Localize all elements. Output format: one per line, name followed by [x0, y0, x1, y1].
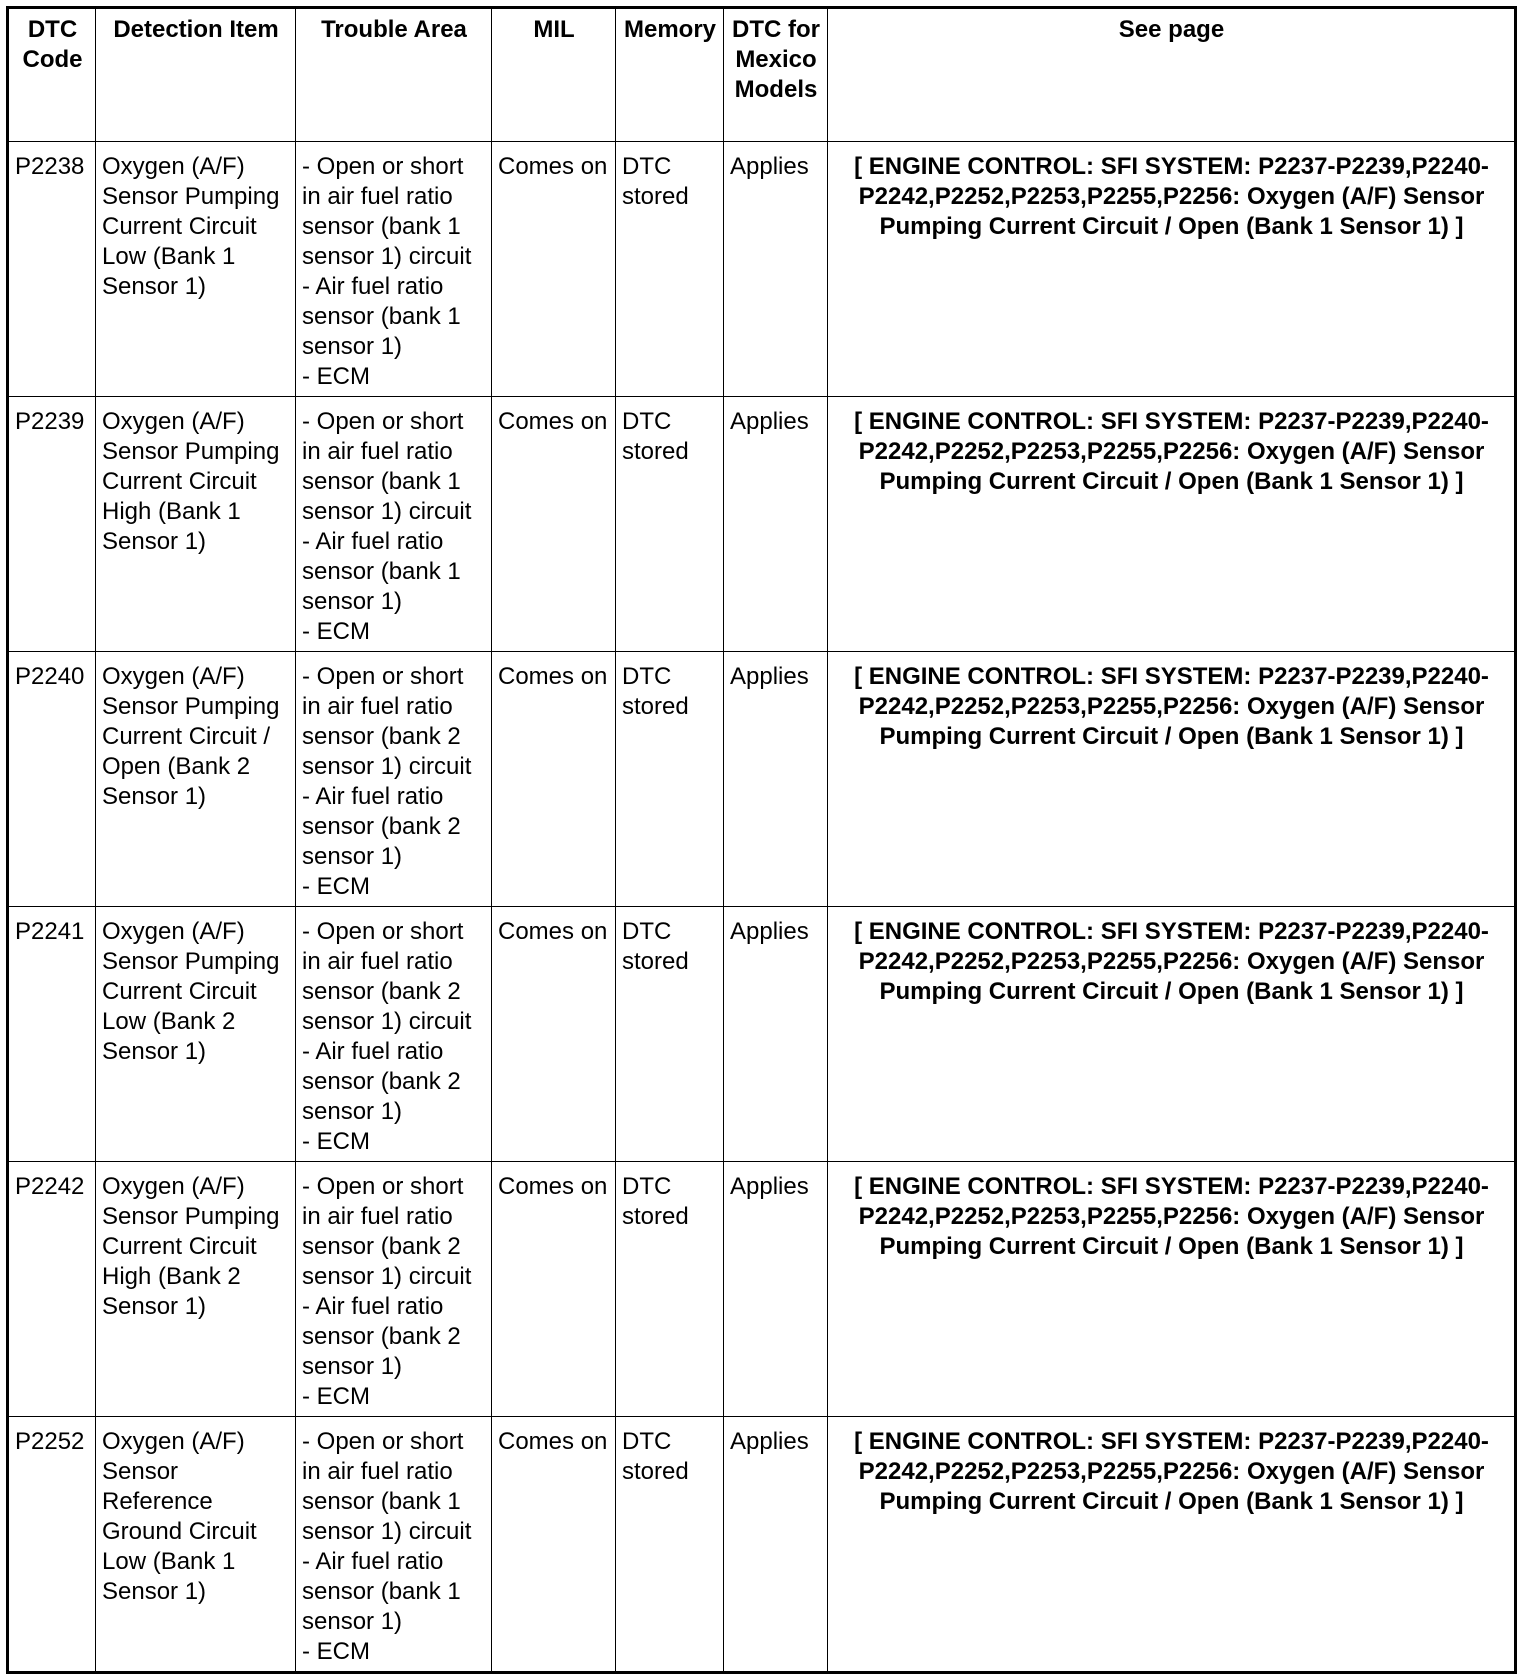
table-row — [8, 142, 1516, 397]
see-page-cell: [ ENGINE CONTROL: SFI SYSTEM: P2237-P2239,P2240-P2242,P2252,P2253,P2255,P2256: Oxygen (A/F) Sensor Pumping Current Circuit / Open (Bank 1 Sensor 1) ] — [828, 1417, 1516, 1673]
trouble-area-line: - Open or short in air fuel ratio sensor (bank 1 sensor 1) circuit — [302, 408, 472, 525]
header-see-page: See page — [828, 8, 1516, 142]
memory-cell: DTC stored — [616, 142, 724, 397]
memory-cell: DTC stored — [616, 397, 724, 652]
trouble-area-line: - Air fuel ratio sensor (bank 1 sensor 1) — [302, 1548, 461, 1635]
see-page-cell: [ ENGINE CONTROL: SFI SYSTEM: P2237-P2239,P2240-P2242,P2252,P2253,P2255,P2256: Oxygen (A/F) Sensor Pumping Current Circuit / Open (Bank 1 Sensor 1) ] — [828, 1162, 1516, 1417]
header-detection-item: Detection Item — [96, 8, 296, 142]
trouble-area-line: - Open or short in air fuel ratio sensor (bank 1 sensor 1) circuit — [302, 153, 472, 270]
trouble-area-line: - Air fuel ratio sensor (bank 1 sensor 1) — [302, 528, 461, 615]
mil-cell: Comes on — [492, 142, 616, 397]
memory-cell: DTC stored — [616, 652, 724, 907]
table-row — [8, 1162, 1516, 1417]
detection-item-cell: Oxygen (A/F) Sensor Pumping Current Circuit Low (Bank 2 Sensor 1) — [96, 907, 296, 1162]
detection-item-cell: Oxygen (A/F) Sensor Pumping Current Circuit High (Bank 2 Sensor 1) — [96, 1162, 296, 1417]
detection-item-cell: Oxygen (A/F) Sensor Reference Ground Circuit Low (Bank 1 Sensor 1) — [96, 1417, 296, 1673]
mexico-models-cell: Applies — [724, 1417, 828, 1673]
trouble-area-line: - Open or short in air fuel ratio sensor (bank 2 sensor 1) circuit — [302, 663, 472, 780]
trouble-area-line: - Open or short in air fuel ratio sensor (bank 1 sensor 1) circuit — [302, 1428, 472, 1545]
see-page-cell: [ ENGINE CONTROL: SFI SYSTEM: P2237-P2239,P2240-P2242,P2252,P2253,P2255,P2256: Oxygen (A/F) Sensor Pumping Current Circuit / Open (Bank 1 Sensor 1) ] — [828, 142, 1516, 397]
trouble-area-line: - Air fuel ratio sensor (bank 1 sensor 1) — [302, 273, 461, 360]
trouble-area-cell — [296, 142, 492, 397]
mexico-models-cell: Applies — [724, 652, 828, 907]
header-mil: MIL — [492, 8, 616, 142]
mil-cell: Comes on — [492, 907, 616, 1162]
trouble-area-line: - ECM — [302, 873, 370, 900]
header-memory: Memory — [616, 8, 724, 142]
table-row — [8, 1417, 1516, 1673]
dtc-code-cell: P2241 — [8, 907, 96, 1162]
mexico-models-cell: Applies — [724, 1162, 828, 1417]
trouble-area-line: - ECM — [302, 363, 370, 390]
trouble-area-line: - ECM — [302, 1383, 370, 1410]
trouble-area-cell — [296, 1162, 492, 1417]
detection-item-cell: Oxygen (A/F) Sensor Pumping Current Circuit / Open (Bank 2 Sensor 1) — [96, 652, 296, 907]
trouble-area-line: - ECM — [302, 1638, 370, 1665]
dtc-code-cell: P2252 — [8, 1417, 96, 1673]
dtc-code-cell: P2239 — [8, 397, 96, 652]
dtc-code-cell: P2238 — [8, 142, 96, 397]
dtc-code-cell: P2242 — [8, 1162, 96, 1417]
header-trouble-area: Trouble Area — [296, 8, 492, 142]
mil-cell: Comes on — [492, 397, 616, 652]
trouble-area-cell — [296, 652, 492, 907]
trouble-area-line: - Air fuel ratio sensor (bank 2 sensor 1) — [302, 1038, 461, 1125]
mexico-models-cell: Applies — [724, 907, 828, 1162]
mil-cell: Comes on — [492, 1162, 616, 1417]
trouble-area-cell — [296, 1417, 492, 1673]
trouble-area-line: - ECM — [302, 618, 370, 645]
see-page-cell: [ ENGINE CONTROL: SFI SYSTEM: P2237-P2239,P2240-P2242,P2252,P2253,P2255,P2256: Oxygen (A/F) Sensor Pumping Current Circuit / Open (Bank 1 Sensor 1) ] — [828, 652, 1516, 907]
see-page-cell: [ ENGINE CONTROL: SFI SYSTEM: P2237-P2239,P2240-P2242,P2252,P2253,P2255,P2256: Oxygen (A/F) Sensor Pumping Current Circuit / Open (Bank 1 Sensor 1) ] — [828, 907, 1516, 1162]
dtc-table-page — [6, 6, 1514, 1665]
mexico-models-cell: Applies — [724, 397, 828, 652]
dtc-table — [6, 6, 1517, 1674]
header-dtc-code: DTC Code — [8, 8, 96, 142]
trouble-area-line: - ECM — [302, 1128, 370, 1155]
table-row — [8, 907, 1516, 1162]
trouble-area-line: - Open or short in air fuel ratio sensor (bank 2 sensor 1) circuit — [302, 918, 472, 1035]
mil-cell: Comes on — [492, 652, 616, 907]
header-mexico-models: DTC for Mexico Models — [724, 8, 828, 142]
trouble-area-line: - Air fuel ratio sensor (bank 2 sensor 1) — [302, 1293, 461, 1380]
see-page-cell: [ ENGINE CONTROL: SFI SYSTEM: P2237-P2239,P2240-P2242,P2252,P2253,P2255,P2256: Oxygen (A/F) Sensor Pumping Current Circuit / Open (Bank 1 Sensor 1) ] — [828, 397, 1516, 652]
detection-item-cell: Oxygen (A/F) Sensor Pumping Current Circuit Low (Bank 1 Sensor 1) — [96, 142, 296, 397]
detection-item-cell: Oxygen (A/F) Sensor Pumping Current Circuit High (Bank 1 Sensor 1) — [96, 397, 296, 652]
memory-cell: DTC stored — [616, 907, 724, 1162]
trouble-area-cell — [296, 907, 492, 1162]
dtc-code-cell: P2240 — [8, 652, 96, 907]
table-header-row — [8, 8, 1516, 142]
memory-cell: DTC stored — [616, 1417, 724, 1673]
mil-cell: Comes on — [492, 1417, 616, 1673]
trouble-area-line: - Air fuel ratio sensor (bank 2 sensor 1) — [302, 783, 461, 870]
trouble-area-line: - Open or short in air fuel ratio sensor (bank 2 sensor 1) circuit — [302, 1173, 472, 1290]
mexico-models-cell: Applies — [724, 142, 828, 397]
trouble-area-cell — [296, 397, 492, 652]
table-row — [8, 397, 1516, 652]
memory-cell: DTC stored — [616, 1162, 724, 1417]
table-row — [8, 652, 1516, 907]
